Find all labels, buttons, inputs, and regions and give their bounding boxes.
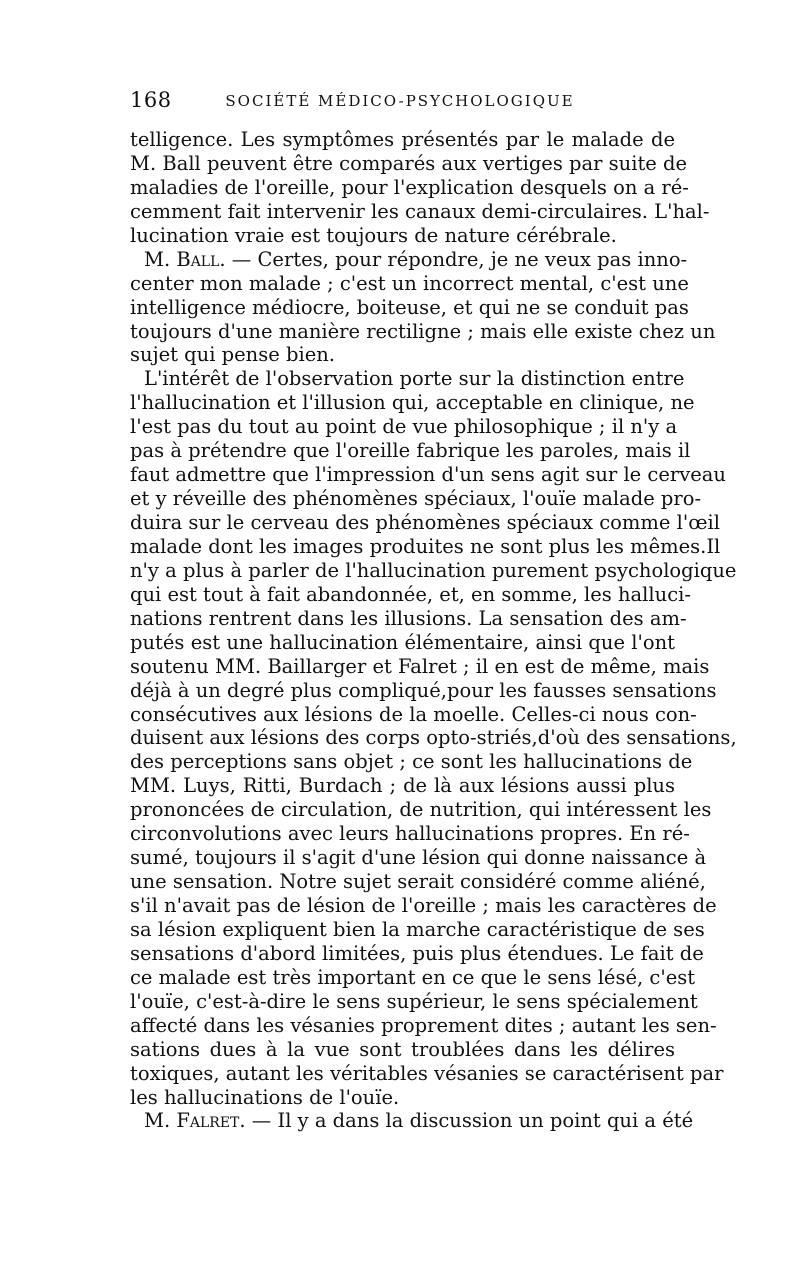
text-line: [130, 1061, 724, 1086]
text-line: [130, 631, 675, 655]
line-text: n'y a plus à parler de l'hallucination purement psychologique: [130, 558, 737, 582]
text-line: [130, 750, 693, 774]
line-text: lucination vraie est toujours de nature cérébrale.: [130, 223, 617, 247]
text-line: [130, 463, 726, 487]
line-text: sensations d'abord limitées, puis plus étendues. Le fait de: [130, 941, 704, 965]
line-text: faut admettre que l'impression d'un sens agit sur le cerveau: [130, 463, 726, 487]
line-text: déjà à un degré plus compliqué,pour les fausses sensations: [130, 678, 717, 702]
line-text: prononcées de circulation, de nutrition, qui intéressent les: [130, 798, 712, 822]
text-line: [130, 391, 695, 415]
line-text: sa lésion expliquent bien la marche caractéristique de ses: [130, 917, 705, 941]
line-text: sumé, toujours il s'agit d'une lésion qui donne naissance à: [130, 846, 707, 870]
text-line: [130, 846, 707, 870]
text-line: [130, 678, 717, 703]
line-text: et y réveille des phénomènes spéciaux, l'ouïe malade pro-: [130, 487, 702, 511]
text-line: [130, 511, 720, 535]
text-line: [130, 439, 691, 463]
line-text: maladies de l'oreille, pour l'explication desquels on a ré-: [130, 175, 689, 199]
text-line: [130, 917, 705, 942]
text-line: [130, 798, 712, 822]
line-text: malade dont les images produites ne sont plus les mêmes.Il: [130, 534, 721, 558]
line-text: duira sur le cerveau des phénomènes spéciaux comme l'œil: [130, 511, 720, 534]
running-head: SOCIÉTÉ MÉDICO-PSYCHOLOGIQUE: [225, 92, 575, 110]
line-text: toujours d'une manière rectiligne ; mais elle existe chez un: [130, 319, 716, 343]
line-text: — Il y a dans la discussion un point qui a été: [245, 1109, 694, 1133]
text-line: [130, 822, 690, 846]
line-text: affecté dans les vésanies proprement dites ; autant les sen-: [130, 1013, 717, 1037]
text-line: [130, 726, 737, 750]
text-line: [130, 224, 675, 248]
text-line: [130, 894, 717, 918]
line-text: les hallucinations de l'ouïe.: [130, 1085, 400, 1109]
text-line: [130, 774, 675, 798]
line-text: nations rentrent dans les illusions. La sensation des am-: [130, 606, 687, 630]
text-line: [130, 343, 675, 367]
line-text: center mon malade ; c'est un incorrect mental, c'est une: [130, 271, 689, 295]
line-text: — Certes, pour répondre, je ne veux pas inno-: [225, 247, 688, 271]
line-text: consécutives aux lésions de la moelle. Celles-ci nous con-: [130, 702, 697, 726]
text-line: [130, 606, 687, 631]
text-line: [130, 582, 691, 607]
text-line: [130, 175, 689, 200]
line-text: circonvolutions avec leurs hallucinations propres. En ré-: [130, 822, 690, 846]
text-line: [130, 870, 706, 894]
text-line: [130, 558, 737, 583]
text-line: [130, 965, 696, 990]
line-text: putés est une hallucination élémentaire, ainsi que l'ont: [130, 630, 675, 654]
text-line: [130, 295, 689, 320]
text-line: [130, 989, 698, 1014]
text-line: [130, 128, 675, 152]
line-text: sujet qui pense bien.: [130, 343, 336, 367]
line-text: sations dues à la vue sont troublées dans les délires: [130, 1037, 675, 1061]
line-text: L'intérêt de l'observation porte sur la distinction entre: [144, 367, 685, 391]
speaker-name: M. Falret.: [144, 1109, 246, 1133]
line-text: toxiques, autant les véritables vésanies se caractérisent par: [130, 1061, 724, 1085]
text-line: [130, 271, 689, 296]
line-text: l'hallucination et l'illusion qui, acceptable en clinique, ne: [130, 391, 695, 415]
line-text: telligence. Les symptômes présentés par le malade de: [130, 128, 675, 151]
speaker-name: M. Ball.: [144, 247, 226, 271]
text-line: [130, 319, 716, 344]
body-text: [130, 128, 737, 1133]
line-text: l'est pas du tout au point de vue philosophique ; il n'y a: [130, 415, 678, 439]
page-number: 168: [130, 88, 172, 112]
text-line: [130, 534, 721, 559]
text-line: [130, 941, 704, 966]
line-text: qui est tout à fait abandonnée, et, en somme, les halluci-: [130, 582, 691, 606]
text-line: [130, 247, 688, 272]
line-text: une sensation. Notre sujet serait considéré comme aliéné,: [130, 870, 706, 894]
line-text: MM. Luys, Ritti, Burdach ; de là aux lésions aussi plus: [130, 774, 675, 798]
line-text: l'ouïe, c'est-à-dire le sens supérieur, le sens spécialement: [130, 989, 698, 1013]
line-text: ce malade est très important en ce que le sens lésé, c'est: [130, 965, 696, 989]
line-text: pas à prétendre que l'oreille fabrique les paroles, mais il: [130, 439, 691, 463]
text-line: [130, 1109, 694, 1133]
text-line: [130, 415, 678, 439]
page-header: [130, 88, 670, 114]
text-line: [130, 151, 688, 176]
text-line: [130, 367, 685, 391]
text-line: [130, 702, 697, 727]
line-text: s'il n'avait pas de lésion de l'oreille ; mais les caractères de: [130, 894, 717, 917]
text-line: [130, 1086, 675, 1110]
line-text: soutenu MM. Baillarger et Falret ; il en est de même, mais: [130, 654, 710, 678]
line-text: intelligence médiocre, boiteuse, et qui ne se conduit pas: [130, 295, 689, 319]
line-text: des perceptions sans objet ; ce sont les hallucinations de: [130, 750, 693, 774]
text-line: [130, 654, 710, 679]
text-line: [130, 1013, 717, 1038]
line-text: M. Ball peuvent être comparés aux vertiges par suite de: [130, 151, 688, 175]
text-line: [130, 487, 702, 511]
line-text: duisent aux lésions des corps opto-striés,d'où des sensations,: [130, 726, 737, 750]
line-text: cemment fait intervenir les canaux demi-circulaires. L'hal-: [130, 199, 710, 223]
text-line: [130, 1038, 675, 1062]
text-line: [130, 199, 710, 224]
